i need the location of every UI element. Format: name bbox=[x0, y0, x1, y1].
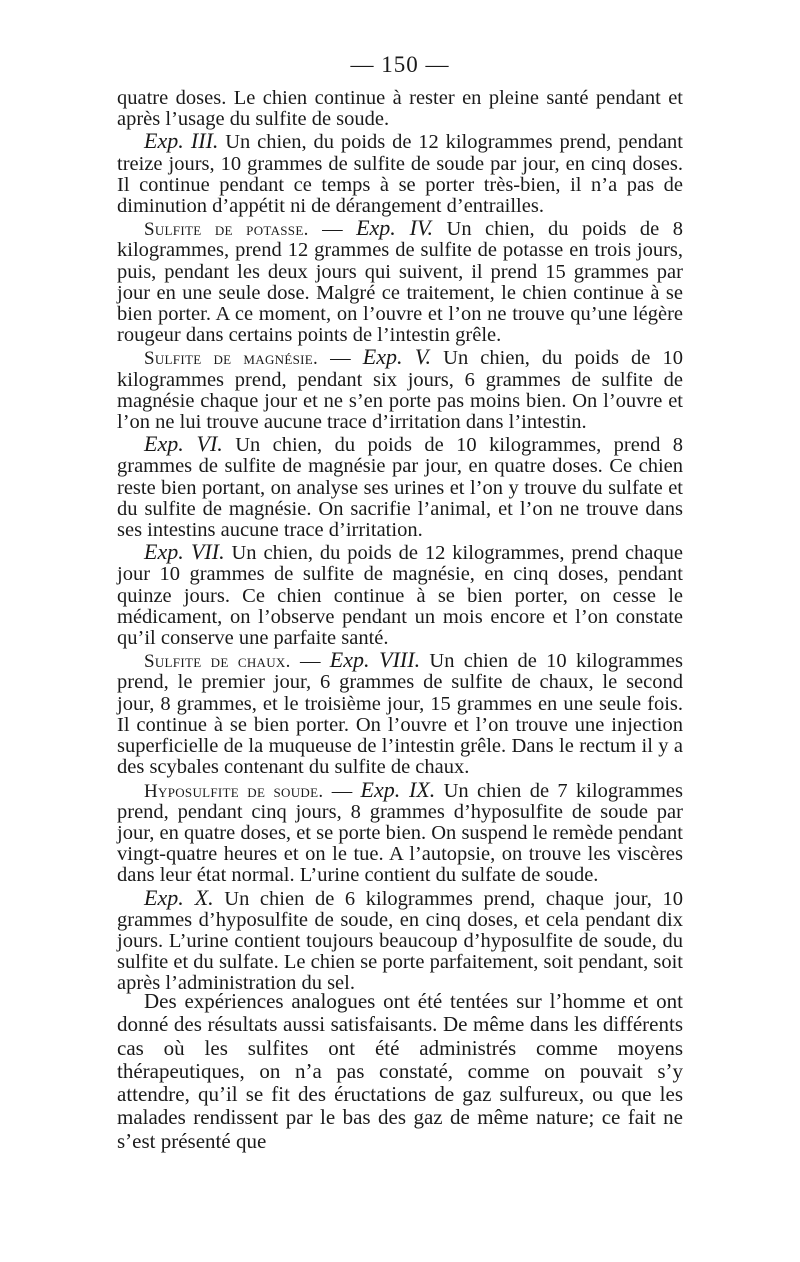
conclusion-block bbox=[117, 990, 683, 1153]
dash: — bbox=[308, 218, 357, 241]
experiment-label: Exp. V. bbox=[362, 344, 432, 370]
dash: — bbox=[290, 650, 330, 673]
experiment-label: Exp. IV. bbox=[356, 215, 434, 241]
paragraph-text: Un chien, du poids de 8 kilogrammes, prend 12 grammes de sulfite de potasse en trois jours, puis, pendant les deux jours qui suivent, il prend 15 grammes par jour en une seule dose. Malgré ce traitement, le chien continue à se bien porter. A ce moment, on l’ouvre et l’on ne trouve qu’une légère rougeur dans certains points de l’intestin grêle. bbox=[117, 218, 683, 347]
experiment-label: Exp. III. bbox=[144, 128, 219, 154]
paragraph-exp-3 bbox=[117, 130, 683, 217]
paragraph-exp-10 bbox=[117, 884, 683, 995]
experiment-label: Exp. VIII. bbox=[329, 647, 421, 673]
paragraph-exp-7 bbox=[117, 541, 683, 649]
experiment-label: Exp. IX. bbox=[360, 776, 436, 802]
experiment-label: Exp. VII. bbox=[144, 539, 225, 565]
section-heading: Sulfite de potasse. bbox=[144, 219, 309, 241]
paragraph-text: Un chien de 10 kilogrammes prend, le premier jour, 6 grammes de sulfite de chaux, le second jour, 8 grammes, et le troisième jour, 15 grammes en une seule fois. Il continue à se bien porter. On l’ouvre et l’on trouve une injection superficielle de la muqueuse de l’intestin grêle. Dans le rectum il y a des scybales contenant du sulfite de chaux. bbox=[117, 650, 683, 779]
experiment-label: Exp. VI. bbox=[144, 431, 223, 457]
paragraph-exp-6 bbox=[117, 433, 683, 541]
experiment-label: Exp. X. bbox=[144, 884, 214, 910]
paragraph-exp-8 bbox=[117, 649, 683, 778]
paragraph-text: Un chien, du poids de 10 kilogrammes, prend 8 grammes de sulfite de magnésie par jour, en quatre doses. Ce chien reste bien portant, on analyse ses urines et l’on y trouve du sulfate et du sulfite de magnésie. On sacrifie l’animal, et l’on ne trouve dans ses intestins aucune trace d’irritation. bbox=[117, 434, 683, 542]
dash: — bbox=[318, 347, 363, 370]
paragraph-exp-9 bbox=[117, 776, 683, 887]
section-heading: Hyposulfite de soude. bbox=[144, 780, 324, 802]
paragraph-text: Un chien de 7 kilogrammes prend, pendant cinq jours, 8 grammes d’hyposulfite de soude par jour, en quatre doses, et se porte bien. On suspend le remède pendant vingt-quatre heures et on le tue. A l’autopsie, on trouve les viscères dans leur état normal. L’urine contient du sulfate de soude. bbox=[117, 779, 683, 887]
page-number: — 150 — bbox=[350, 52, 450, 77]
paragraph-text: Un chien de 6 kilogrammes prend, chaque jour, 10 grammes d’hyposulfite de soude, en cinq doses, et cela pendant dix jours. L’urine contient toujours beaucoup d’hyposulfite de soude, du sulfite et du sulfate. Le chien se porte parfaitement, soit pendant, soit après l’administration du sel. bbox=[117, 887, 683, 995]
paragraph-exp-5 bbox=[117, 346, 683, 433]
paragraph-text: quatre doses. Le chien continue à rester en pleine santé pendant et après l’usage du sulfite de soude. bbox=[117, 87, 683, 131]
dash: — bbox=[323, 779, 361, 802]
conclusion-paragraph: Des expériences analogues ont été tentées sur l’homme et ont donné des résultats aussi satisfaisants. De même dans les différents cas où les sulfites ont été administrés comme moyens thérapeutiques, on n’a pas constaté, comme on pouvait s’y attendre, qu’il se fit des éructations de gaz sulfureux, ou que les malades rendissent par le bas des gaz de même nature; ce fait ne s’est présenté que bbox=[117, 989, 683, 1153]
experiments-text bbox=[117, 88, 683, 995]
paragraph-text: Un chien, du poids de 10 kilogrammes prend, pendant six jours, 6 grammes de sulfite de magnésie chaque jour et ne s’en porte pas moins bien. On l’ouvre et l’on ne lui trouve aucune trace d’irritation dans l’intestin. bbox=[117, 347, 683, 434]
section-heading: Sulfite de chaux. bbox=[144, 651, 291, 673]
paragraph-exp-4 bbox=[117, 217, 683, 346]
paragraph-continuation bbox=[117, 88, 683, 130]
paragraph-text: Un chien, du poids de 12 kilogrammes, prend chaque jour 10 grammes de sulfite de magnésie, en cinq doses, pendant quinze jours. Ce chien continue à se bien porter, on cesse le médicament, on l’observe pendant un mois encore et l’on constate qu’il conserve une parfaite santé. bbox=[117, 542, 684, 650]
section-heading: Sulfite de magnésie. bbox=[144, 348, 319, 370]
paragraph-text: Un chien, du poids de 12 kilogrammes prend, pendant treize jours, 10 grammes de sulfite de soude par jour, en cinq doses. Il continue pendant ce temps à se porter très-bien, il n’a pas de diminution d’appétit ni de dérangement d’entrailles. bbox=[117, 131, 684, 218]
